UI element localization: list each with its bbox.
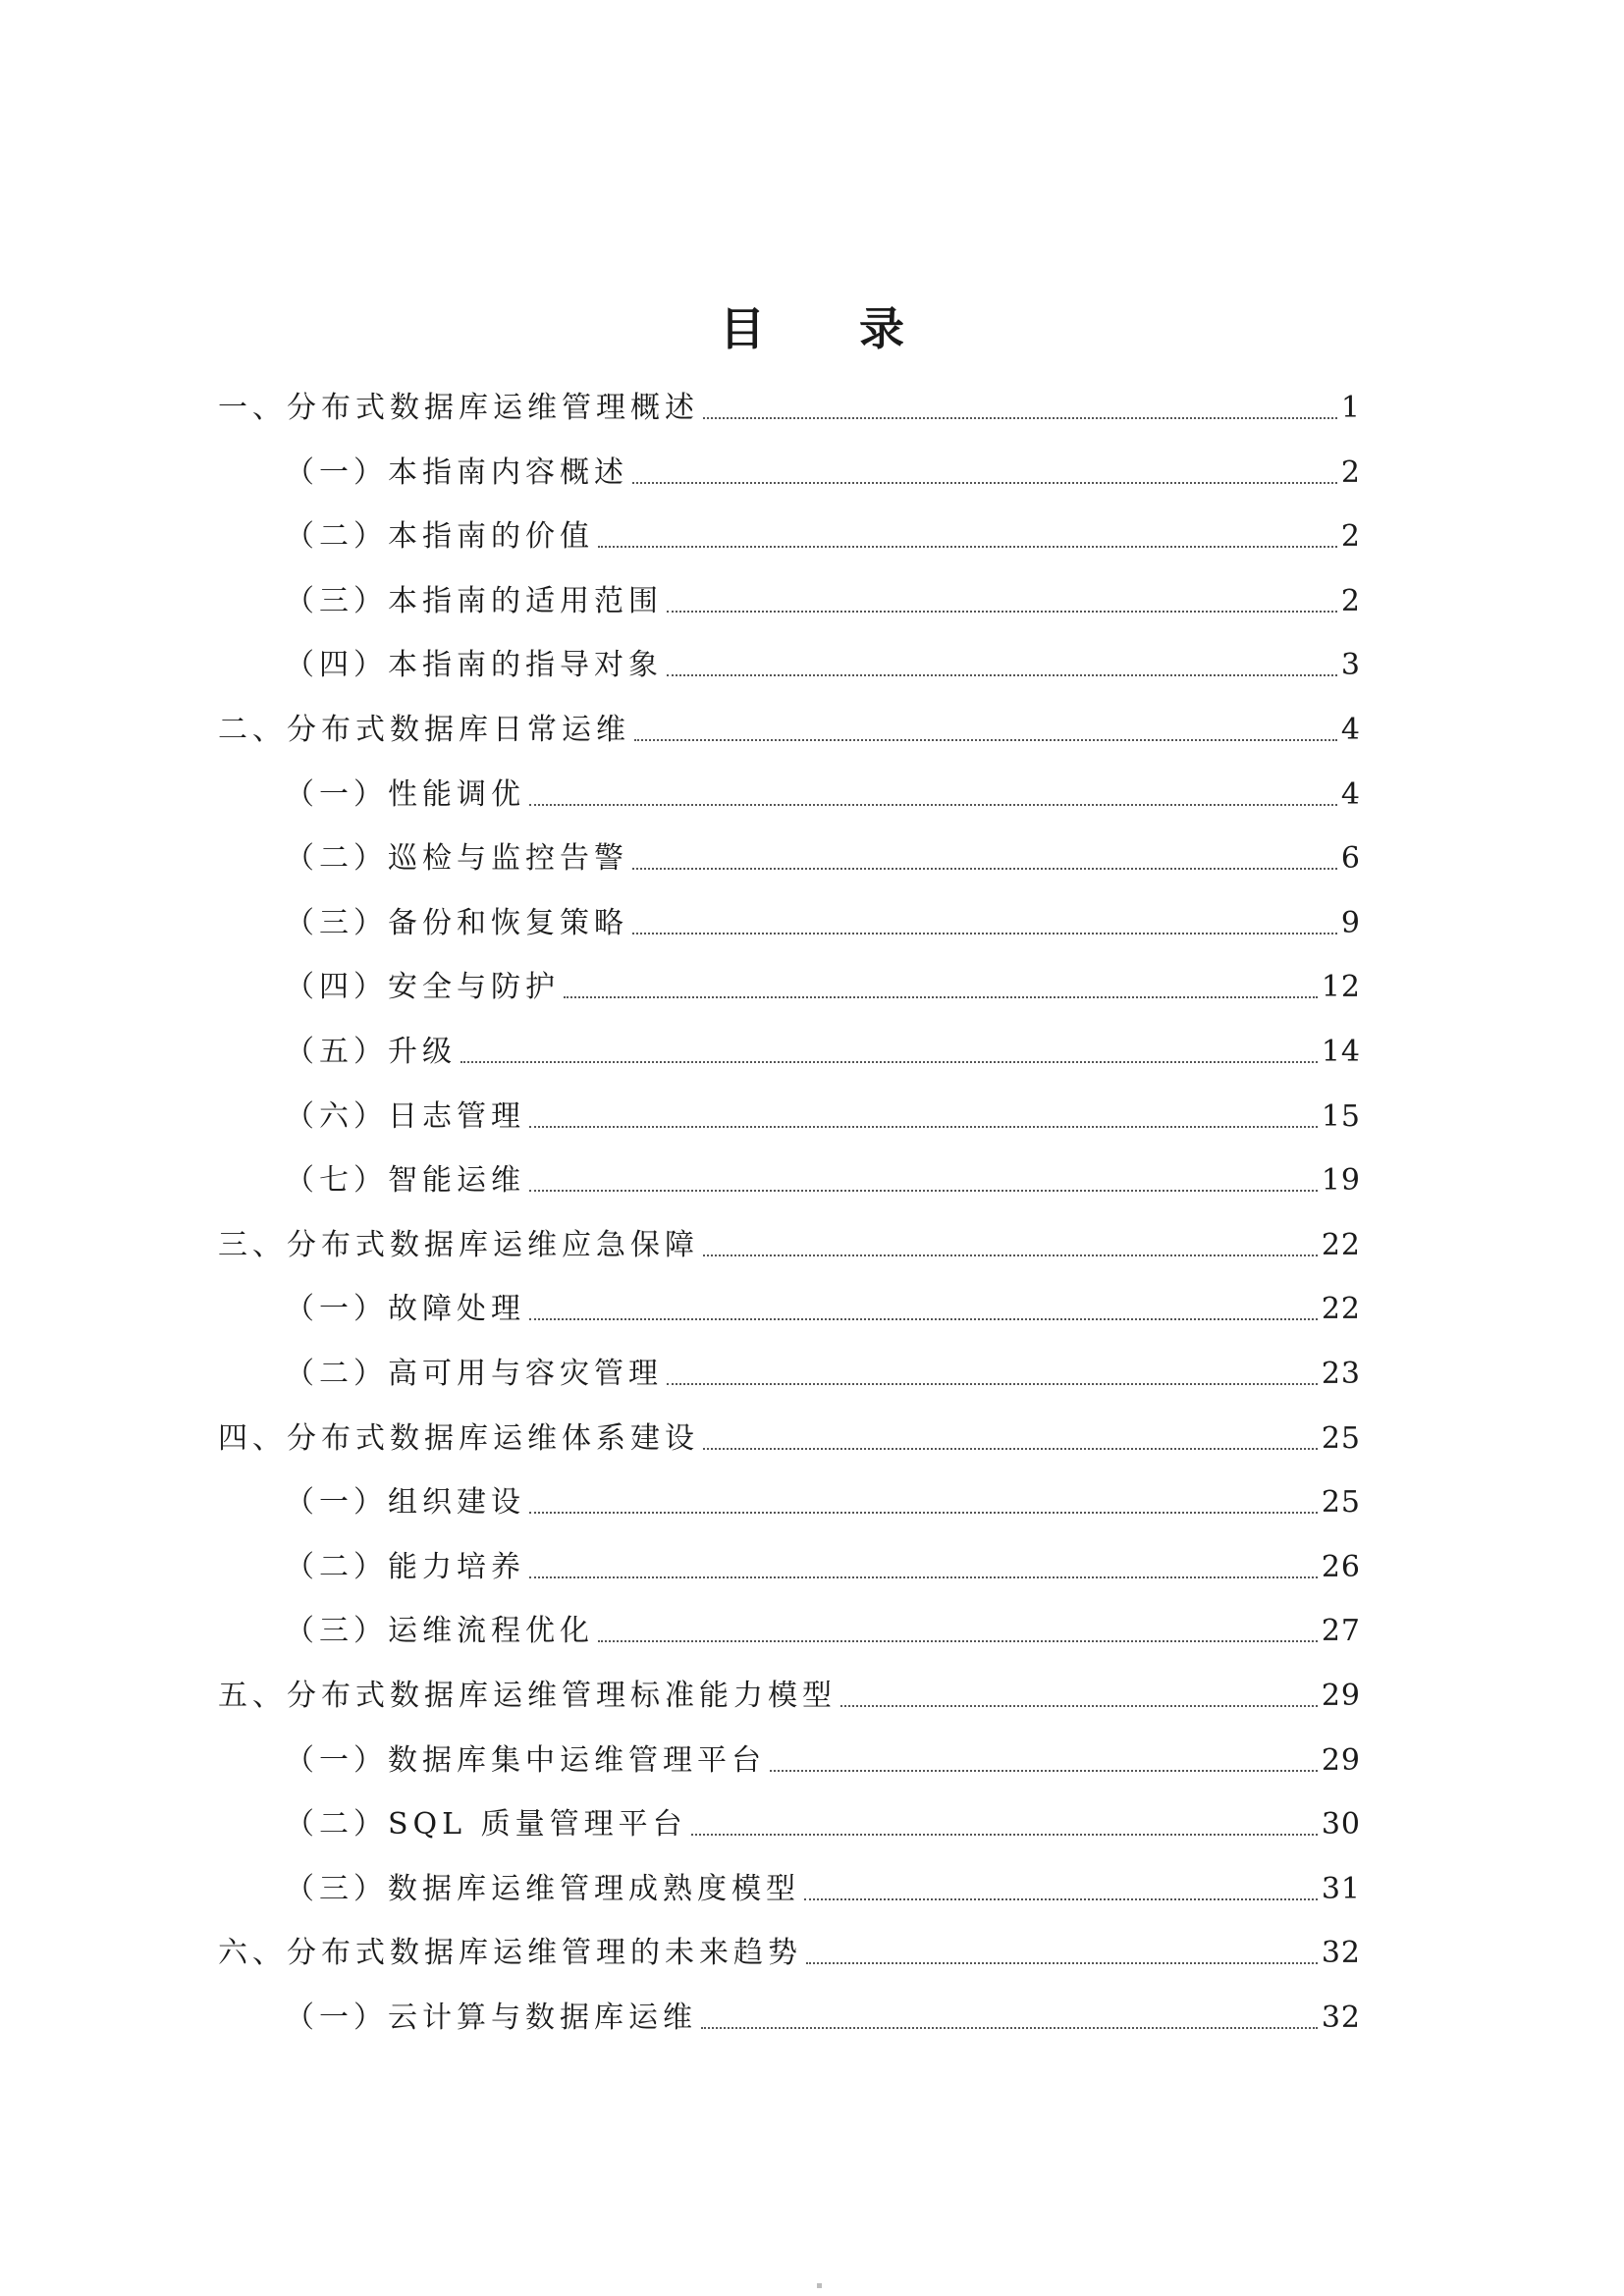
toc-entry-page-number: 25 — [1321, 1485, 1361, 1520]
toc-dot-leader — [667, 611, 1337, 613]
toc-entry-label: （七）智能运维 — [285, 1163, 525, 1198]
toc-dot-leader — [703, 1255, 1318, 1256]
toc-entry-label: 五、分布式数据库运维管理标准能力模型 — [218, 1679, 837, 1713]
toc-entry[interactable] — [285, 444, 1361, 493]
toc-entry-page-number: 31 — [1321, 1872, 1361, 1906]
toc-dot-leader — [529, 1576, 1318, 1578]
toc-entry-page-number: 9 — [1340, 906, 1361, 940]
toc-dot-leader — [598, 546, 1337, 548]
toc-entry-label: （四）本指南的指导对象 — [285, 648, 663, 682]
toc-entry-label: 一、分布式数据库运维管理概述 — [218, 391, 699, 425]
toc-dot-leader — [529, 1318, 1318, 1320]
toc-entry-page-number: 19 — [1321, 1163, 1361, 1198]
toc-entry[interactable] — [218, 1924, 1361, 1973]
toc-entry[interactable] — [285, 1023, 1361, 1072]
toc-entry-page-number: 27 — [1321, 1614, 1361, 1648]
page-title: 目 录 — [719, 302, 944, 355]
toc-entry-page-number: 12 — [1321, 970, 1361, 1004]
toc-entry-label: （一）本指南内容概述 — [285, 455, 628, 490]
toc-entry[interactable] — [285, 1538, 1361, 1587]
toc-entry[interactable] — [285, 1860, 1361, 1909]
toc-entry-page-number: 14 — [1321, 1035, 1361, 1069]
toc-entry[interactable] — [218, 1410, 1361, 1459]
toc-dot-leader — [703, 1448, 1318, 1450]
toc-entry-page-number: 32 — [1321, 1936, 1361, 1970]
toc-entry-label: （三）数据库运维管理成熟度模型 — [285, 1872, 800, 1906]
toc-entry-page-number: 2 — [1340, 455, 1361, 490]
toc-entry-label: （二）高可用与容灾管理 — [285, 1357, 663, 1391]
toc-entry[interactable] — [285, 1088, 1361, 1137]
toc-entry-page-number: 4 — [1340, 713, 1361, 747]
toc-dot-leader — [632, 933, 1337, 934]
toc-dot-leader — [667, 1383, 1318, 1385]
toc-entry-label: 二、分布式数据库日常运维 — [218, 713, 630, 747]
toc-entry[interactable] — [285, 1989, 1361, 2038]
toc-entry-page-number: 22 — [1321, 1228, 1361, 1262]
toc-entry-page-number: 1 — [1340, 391, 1361, 425]
toc-dot-leader — [632, 482, 1337, 484]
toc-entry[interactable] — [285, 1345, 1361, 1394]
toc-entry-label: 四、分布式数据库运维体系建设 — [218, 1421, 699, 1456]
toc-entry-label: （五）升级 — [285, 1035, 457, 1069]
toc-entry[interactable] — [285, 1732, 1361, 1781]
toc-entry-label: （二）SQL 质量管理平台 — [285, 1807, 687, 1842]
toc-dot-leader — [804, 1898, 1318, 1900]
toc-entry-label: 六、分布式数据库运维管理的未来趋势 — [218, 1936, 802, 1970]
toc-entry[interactable] — [285, 1151, 1361, 1201]
toc-entry[interactable] — [285, 1602, 1361, 1651]
toc-entry-page-number: 4 — [1340, 777, 1361, 812]
toc-dot-leader — [701, 2027, 1318, 2029]
toc-dot-leader — [564, 996, 1318, 998]
toc-dot-leader — [634, 739, 1337, 741]
toc-entry-label: （三）运维流程优化 — [285, 1614, 594, 1648]
toc-entry[interactable] — [218, 1216, 1361, 1265]
toc-dot-leader — [529, 1126, 1318, 1128]
toc-dot-leader — [806, 1962, 1318, 1964]
toc-dot-leader — [703, 417, 1337, 419]
toc-entry-label: （一）组织建设 — [285, 1485, 525, 1520]
toc-entry[interactable] — [285, 1473, 1361, 1522]
toc-dot-leader — [529, 1512, 1318, 1514]
toc-entry-page-number: 26 — [1321, 1550, 1361, 1584]
toc-entry[interactable] — [285, 829, 1361, 879]
toc-entry-page-number: 30 — [1321, 1807, 1361, 1842]
toc-dot-leader — [770, 1770, 1318, 1772]
toc-entry[interactable] — [218, 1667, 1361, 1716]
toc-entry[interactable] — [285, 766, 1361, 815]
toc-entry[interactable] — [285, 507, 1361, 557]
toc-entry-page-number: 32 — [1321, 2001, 1361, 2035]
toc-entry-page-number: 23 — [1321, 1357, 1361, 1391]
toc-dot-leader — [691, 1834, 1318, 1836]
toc-entry-label: （二）巡检与监控告警 — [285, 841, 628, 876]
toc-dot-leader — [529, 1190, 1318, 1192]
toc-dot-leader — [632, 868, 1337, 870]
toc-entry-label: （二）能力培养 — [285, 1550, 525, 1584]
toc-dot-leader — [598, 1640, 1318, 1642]
toc-entry-label: （一）数据库集中运维管理平台 — [285, 1743, 766, 1778]
toc-entry-label: （一）云计算与数据库运维 — [285, 2001, 697, 2035]
toc-entry-page-number: 6 — [1340, 841, 1361, 876]
toc-entry-label: （二）本指南的价值 — [285, 519, 594, 554]
toc-entry-label: （一）性能调优 — [285, 777, 525, 812]
toc-entry[interactable] — [218, 701, 1361, 750]
toc-entry[interactable] — [285, 958, 1361, 1007]
toc-entry-label: 三、分布式数据库运维应急保障 — [218, 1228, 699, 1262]
toc-dot-leader — [460, 1061, 1318, 1063]
toc-entry[interactable] — [285, 572, 1361, 621]
toc-dot-leader — [529, 804, 1337, 806]
toc-entry-label: （四）安全与防护 — [285, 970, 560, 1004]
toc-entry[interactable] — [218, 379, 1361, 428]
toc-dot-leader — [667, 674, 1337, 676]
toc-entry-label: （三）备份和恢复策略 — [285, 906, 628, 940]
page-footer-mark — [817, 2283, 822, 2288]
toc-entry[interactable] — [285, 1280, 1361, 1329]
toc-entry[interactable] — [285, 636, 1361, 685]
toc-entry-label: （三）本指南的适用范围 — [285, 584, 663, 618]
toc-entry-label: （六）日志管理 — [285, 1099, 525, 1134]
toc-entry-page-number: 2 — [1340, 519, 1361, 554]
toc-entry-page-number: 3 — [1340, 648, 1361, 682]
toc-entry-page-number: 2 — [1340, 584, 1361, 618]
toc-entry-page-number: 22 — [1321, 1292, 1361, 1326]
toc-entry[interactable] — [285, 1795, 1361, 1844]
toc-entry[interactable] — [285, 894, 1361, 943]
toc-entry-page-number: 29 — [1321, 1743, 1361, 1778]
toc-dot-leader — [840, 1705, 1318, 1707]
toc-entry-label: （一）故障处理 — [285, 1292, 525, 1326]
toc-entry-page-number: 15 — [1321, 1099, 1361, 1134]
toc-entry-page-number: 25 — [1321, 1421, 1361, 1456]
toc-entry-page-number: 29 — [1321, 1679, 1361, 1713]
